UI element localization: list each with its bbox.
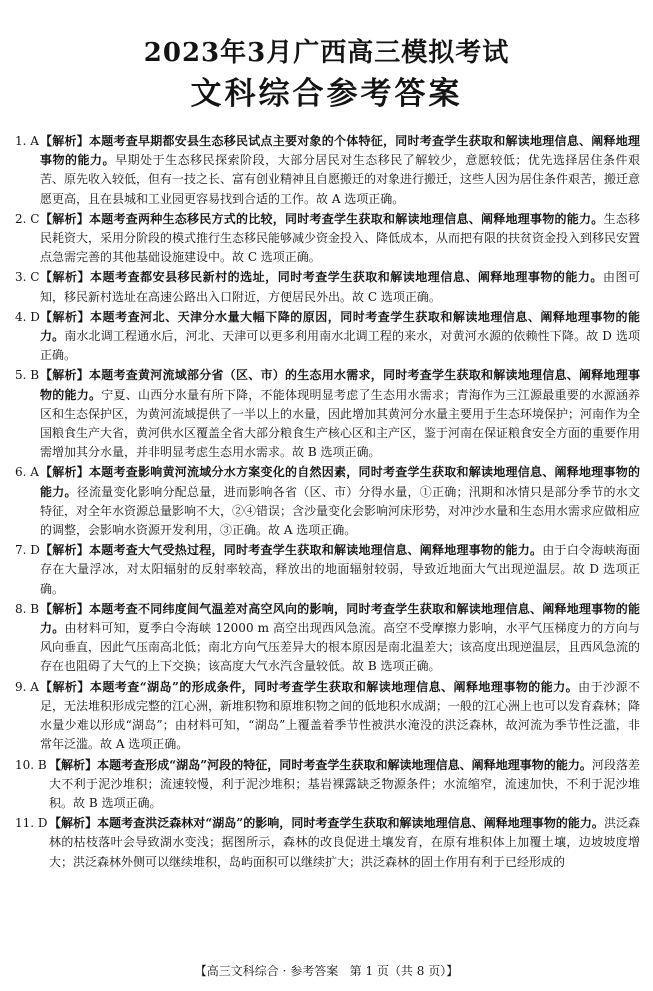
analysis-tag: 【解析】 — [40, 368, 89, 383]
answer-number: 9. A — [15, 679, 39, 694]
document-title: 文科综合参考答案 — [190, 76, 463, 112]
answer-number: 4. D — [15, 309, 40, 324]
explanation-lead: 本题考查都安县移民新村的选址，同时考查学生获取和解读地理信息、阐释地理事物的能力。 — [90, 270, 603, 285]
answer-item — [15, 268, 640, 306]
answer-explanation — [40, 132, 640, 209]
answer-explanation — [40, 541, 640, 599]
page-footer: 【高三文科综合 · 参考答案 第 1 页（共 8 页）】 — [194, 964, 459, 978]
explanation-lead: 本题考查黄河流域部分省（区、市）的生态用水需求，同时考查学生获取和解读地理信息、阐释地理事物的能力。 — [40, 368, 640, 402]
answer-number: 5. B — [15, 368, 40, 383]
answer-explanation — [40, 366, 640, 462]
explanation-lead: 本题考查影响黄河流域分水方案变化的自然因素，同时考查学生获取和解读地理信息、阐释地理事物的能力。 — [40, 465, 640, 499]
answer-explanation — [40, 678, 640, 755]
analysis-tag: 【解析】 — [40, 465, 89, 480]
answer-number: 10. B — [15, 757, 47, 772]
explanation-lead: 本题考查不同纬度间气温差对高空风向的影响，同时考查学生获取和解读地理信息、阐释地理事物的能力。 — [40, 601, 640, 636]
answer-number: 1. A — [15, 134, 39, 148]
answer-item — [15, 756, 640, 814]
explanation-text: 南水北调工程通水后，河北、天津可以更多利用南水北调工程的来水，对黄河水源的依赖性下降。故 D 选项正确。 — [40, 329, 640, 363]
explanation-text: 早期处于生态移民探索阶段，大部分居民对生态移民了解较少，意愿较低；优先选择居住条件艰苦、原先收入较低，但有一技之长、富有创业精神且自愿搬迁的对象进行搬迁，这些人因为居住条件艰苦，搬迁意愿更高，且在县城和工业园更容易找到合适的工作。故 A 选项正确。 — [40, 153, 641, 206]
answer-number: 11. D — [15, 816, 48, 831]
explanation-text: 由于沙源不足，无法堆积形成完整的江心洲，新堆积物和原堆积物之间的低地积水成湖；一般的江心洲上也可以发育森林；降水量少难以形成“湖岛”；由材料可知，“湖岛”上覆盖着季节性被洪水淹没的洪泛森林，故河流为季节性泛滥，非常年泛滥。故 A 选项正确。 — [40, 679, 641, 752]
explanation-lead: 本题考查河北、天津分水量大幅下降的原因，同时考查学生获取和解读地理信息、阐释地理事物的能力。 — [40, 309, 640, 344]
explanation-lead: 本题考查早期都安县生态移民试点主要对象的个体特征，同时考查学生获取和解读地理信息、阐释地理事物的能力。 — [40, 134, 640, 168]
explanation-text: 由于白令海峡海面存在大量浮冰，对太阳辐射的反射率较高，释放出的地面辐射较弱，导致近地面大气出现逆温层。故 D 选项正确。 — [40, 543, 640, 596]
explanation-lead: 本题考查形成“湖岛”河段的特征，同时考查学生获取和解读地理信息、阐释地理事物的能力。 — [97, 757, 592, 772]
analysis-tag: 【解析】 — [40, 270, 91, 285]
answer-list — [15, 132, 640, 873]
answer-explanation — [40, 463, 640, 540]
answer-number: 3. C — [15, 270, 40, 285]
explanation-text: 由材料可知，夏季白令海峡 12000 m 高空出现西风急流。高空不受摩擦力影响，水平气压梯度力的方向与风向垂直，因此气压南高北低；南北方向气压差异大的根本原因是南北温差大；该高度出现逆温层，且西风急流的存在也阻碍了大气的上下交换；该高度大气水汽含量较低。故 B 选项正确。 — [40, 621, 641, 674]
answer-number: 6. A — [15, 465, 39, 480]
answer-explanation — [40, 308, 640, 366]
explanation-text: 生态移民耗资大，采用分阶段的模式推行生态移民能够减少资金投入、降低成本，从而把有限的扶贫资金投入到移民安置点急需完善的其他基础设施建设中。故 C 选项正确。 — [40, 211, 641, 265]
analysis-tag: 【解析】 — [40, 601, 89, 616]
answer-explanation — [40, 600, 640, 677]
explanation-lead: 本题考查洪泛森林对“湖岛”的影响，同时考查学生获取和解读地理信息、阐释地理事物的能力。 — [97, 816, 604, 831]
analysis-tag: 【解析】 — [49, 757, 98, 772]
answer-number: 2. C — [15, 211, 40, 226]
answer-item — [15, 678, 640, 755]
analysis-tag: 【解析】 — [40, 543, 89, 558]
answer-explanation — [49, 814, 640, 872]
explanation-text: 洪泛森林的枯枝落叶会导致湖水变浅；据图所示，森林的改良促进土壤发育，在原有堆积体上加覆土壤，边坡坡度增大；洪泛森林外侧可以继续堆积，岛屿面积可以继续扩大；洪泛森林的固土作用有利于已经形成的 — [49, 816, 640, 869]
answer-item — [15, 463, 640, 540]
answer-item — [15, 541, 640, 599]
analysis-tag: 【解析】 — [49, 816, 98, 831]
answer-item — [15, 600, 640, 677]
explanation-text: 由图可知，移民新村选址在高速公路出入口附近，方便居民外出。故 C 选项正确。 — [40, 270, 640, 304]
explanation-lead: 本题考查“湖岛”的形成条件，同时考查学生获取和解读地理信息、阐释地理事物的能力。 — [89, 679, 579, 694]
answer-item — [15, 366, 640, 462]
answer-item — [15, 814, 640, 872]
analysis-tag: 【解析】 — [40, 134, 89, 148]
explanation-text: 河段落差大不利于泥沙堆积；流速较慢，利于泥沙堆积；基岩裸露缺乏物源条件；水流缩窄，流速加快，不利于泥沙堆积。故 B 选项正确。 — [49, 757, 640, 810]
answer-item — [15, 308, 640, 366]
explanation-text: 径流量变化影响分配总量，进而影响各省（区、市）分得水量，①正确；汛期和冰情只是部分季节的水文特征，对全年水资源总量影响不大，②④错误；含沙量变化会影响河床形势，对冲沙水量和生态用水需求应做相应的调整，会影响水资源开发利用，③正确。故 A 选项正确。 — [40, 484, 641, 538]
answer-explanation — [40, 268, 640, 306]
answer-number: 7. D — [15, 543, 40, 558]
analysis-tag: 【解析】 — [40, 211, 89, 226]
exam-title: 2023年3月广西高三模拟考试 — [143, 38, 510, 68]
answer-explanation — [40, 210, 640, 268]
answer-number: 8. B — [15, 601, 40, 616]
explanation-lead: 本题考查两种生态移民方式的比较，同时考查学生获取和解读地理信息、阐释地理事物的能力。 — [89, 211, 604, 226]
explanation-lead: 本题考查大气受热过程，同时考查学生获取和解读地理信息、阐释地理事物的能力。 — [89, 543, 543, 558]
answer-item — [15, 210, 640, 268]
analysis-tag: 【解析】 — [40, 679, 90, 694]
answer-explanation — [49, 756, 640, 814]
answer-item — [15, 132, 640, 209]
explanation-text: 宁夏、山西分水量有所下降，不能体现明显考虑了生态用水需求；青海作为三江源最重要的水源涵养区和生态保护区，为黄河流域提供了一半以上的水量，因此增加其黄河分水量主要用于生态环境保护；河南作为全国粮食生产大省，黄河供水区覆盖全省大部分粮食生产核心区和主产区，鉴于河南在保证粮食安全方面的重要作用需增加其分水量，并非明显考虑生态用水需求。故 B 选项正确。 — [40, 387, 641, 460]
analysis-tag: 【解析】 — [40, 309, 91, 324]
